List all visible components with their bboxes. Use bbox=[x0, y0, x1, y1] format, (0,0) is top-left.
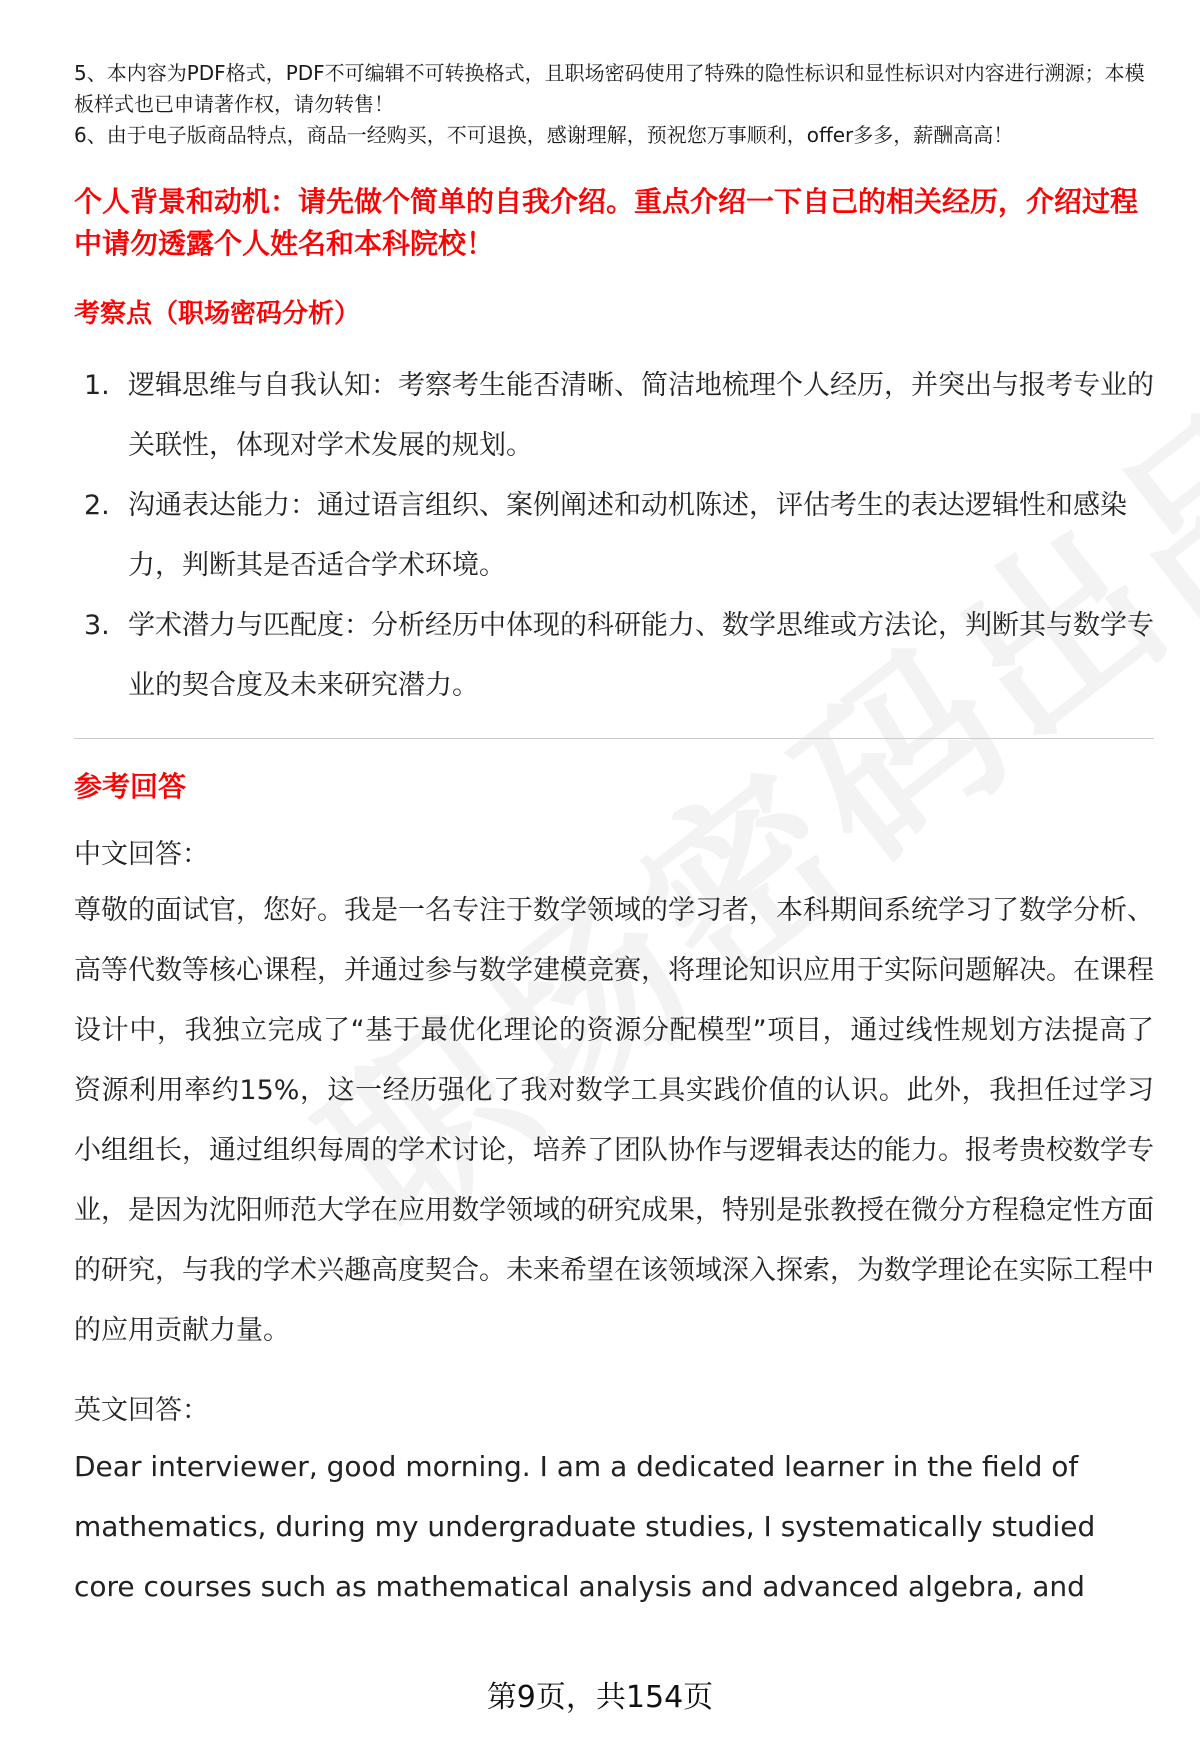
list-item-text: 逻辑思维与自我认知：考察考生能否清晰、简洁地梳理个人经历，并突出与报考专业的关联性，体现对学术发展的规划。 bbox=[128, 370, 1154, 461]
english-answer-label: 英文回答： bbox=[74, 1395, 209, 1426]
chinese-answer-label: 中文回答： bbox=[74, 839, 209, 870]
notice-6: 6、由于电子版商品特点，商品一经购买，不可退换，感谢理解，预祝您万事顺利，offer多多，薪酬高高！ bbox=[74, 123, 1014, 147]
list-item-text: 沟通表达能力：通过语言组织、案例阐述和动机陈述，评估考生的表达逻辑性和感染力，判断其是否适合学术环境。 bbox=[128, 490, 1127, 581]
chinese-answer-text: 尊敬的面试官，您好。我是一名专注于数学领域的学习者，本科期间系统学习了数学分析、高等代数等核心课程，并通过参与数学建模竞赛，将理论知识应用于实际问题解决。在课程设计中，我独立完成了“基于最优化理论的资源分配模型”项目，通过线性规划方法提高了资源利用率约15%，这一经历强化了我对数学工具实践价值的认识。此外，我担任过学习小组组长，通过组织每周的学术讨论，培养了团队协作与逻辑表达的能力。报考贵校数学专业，是因为沈阳师范大学在应用数学领域的研究成果，特别是张教授在微分方程稳定性方面的研究，与我的学术兴趣高度契合。未来希望在该领域深入探索，为数学理论在实际工程中的应用贡献力量。 bbox=[74, 895, 1154, 1346]
page-number: 第9页，共154页 bbox=[486, 1680, 714, 1715]
notice-5: 5、本内容为PDF格式，PDF不可编辑不可转换格式，且职场密码使用了特殊的隐性标识和显性标识对内容进行溯源；本模板样式也已申请著作权，请勿转售！ bbox=[74, 61, 1145, 116]
list-item bbox=[74, 596, 1154, 716]
english-answer-text: Dear interviewer, good morning. I am a dedicated learner in the field of mathematics, during my undergraduate studies, I systematically studied core courses such as mathematical analysis and advanced algebra, and bbox=[74, 1450, 1096, 1603]
answer-title: 参考回答 bbox=[74, 770, 187, 803]
interview-question: 个人背景和动机：请先做个简单的自我介绍。重点介绍一下自己的相关经历，介绍过程中请勿透露个人姓名和本科院校！ bbox=[74, 185, 1139, 260]
list-item-text: 学术潜力与匹配度：分析经历中体现的科研能力、数学思维或方法论，判断其与数学专业的契合度及未来研究潜力。 bbox=[128, 610, 1154, 701]
list-number: 2. bbox=[84, 490, 110, 521]
assessment-list bbox=[74, 356, 1154, 716]
list-number: 1. bbox=[84, 370, 110, 401]
list-number: 3. bbox=[84, 610, 110, 641]
divider bbox=[74, 738, 1154, 739]
list-item bbox=[74, 476, 1154, 596]
list-item bbox=[74, 356, 1154, 476]
page-content bbox=[74, 58, 1154, 1617]
assessment-title: 考察点（职场密码分析） bbox=[74, 299, 361, 329]
